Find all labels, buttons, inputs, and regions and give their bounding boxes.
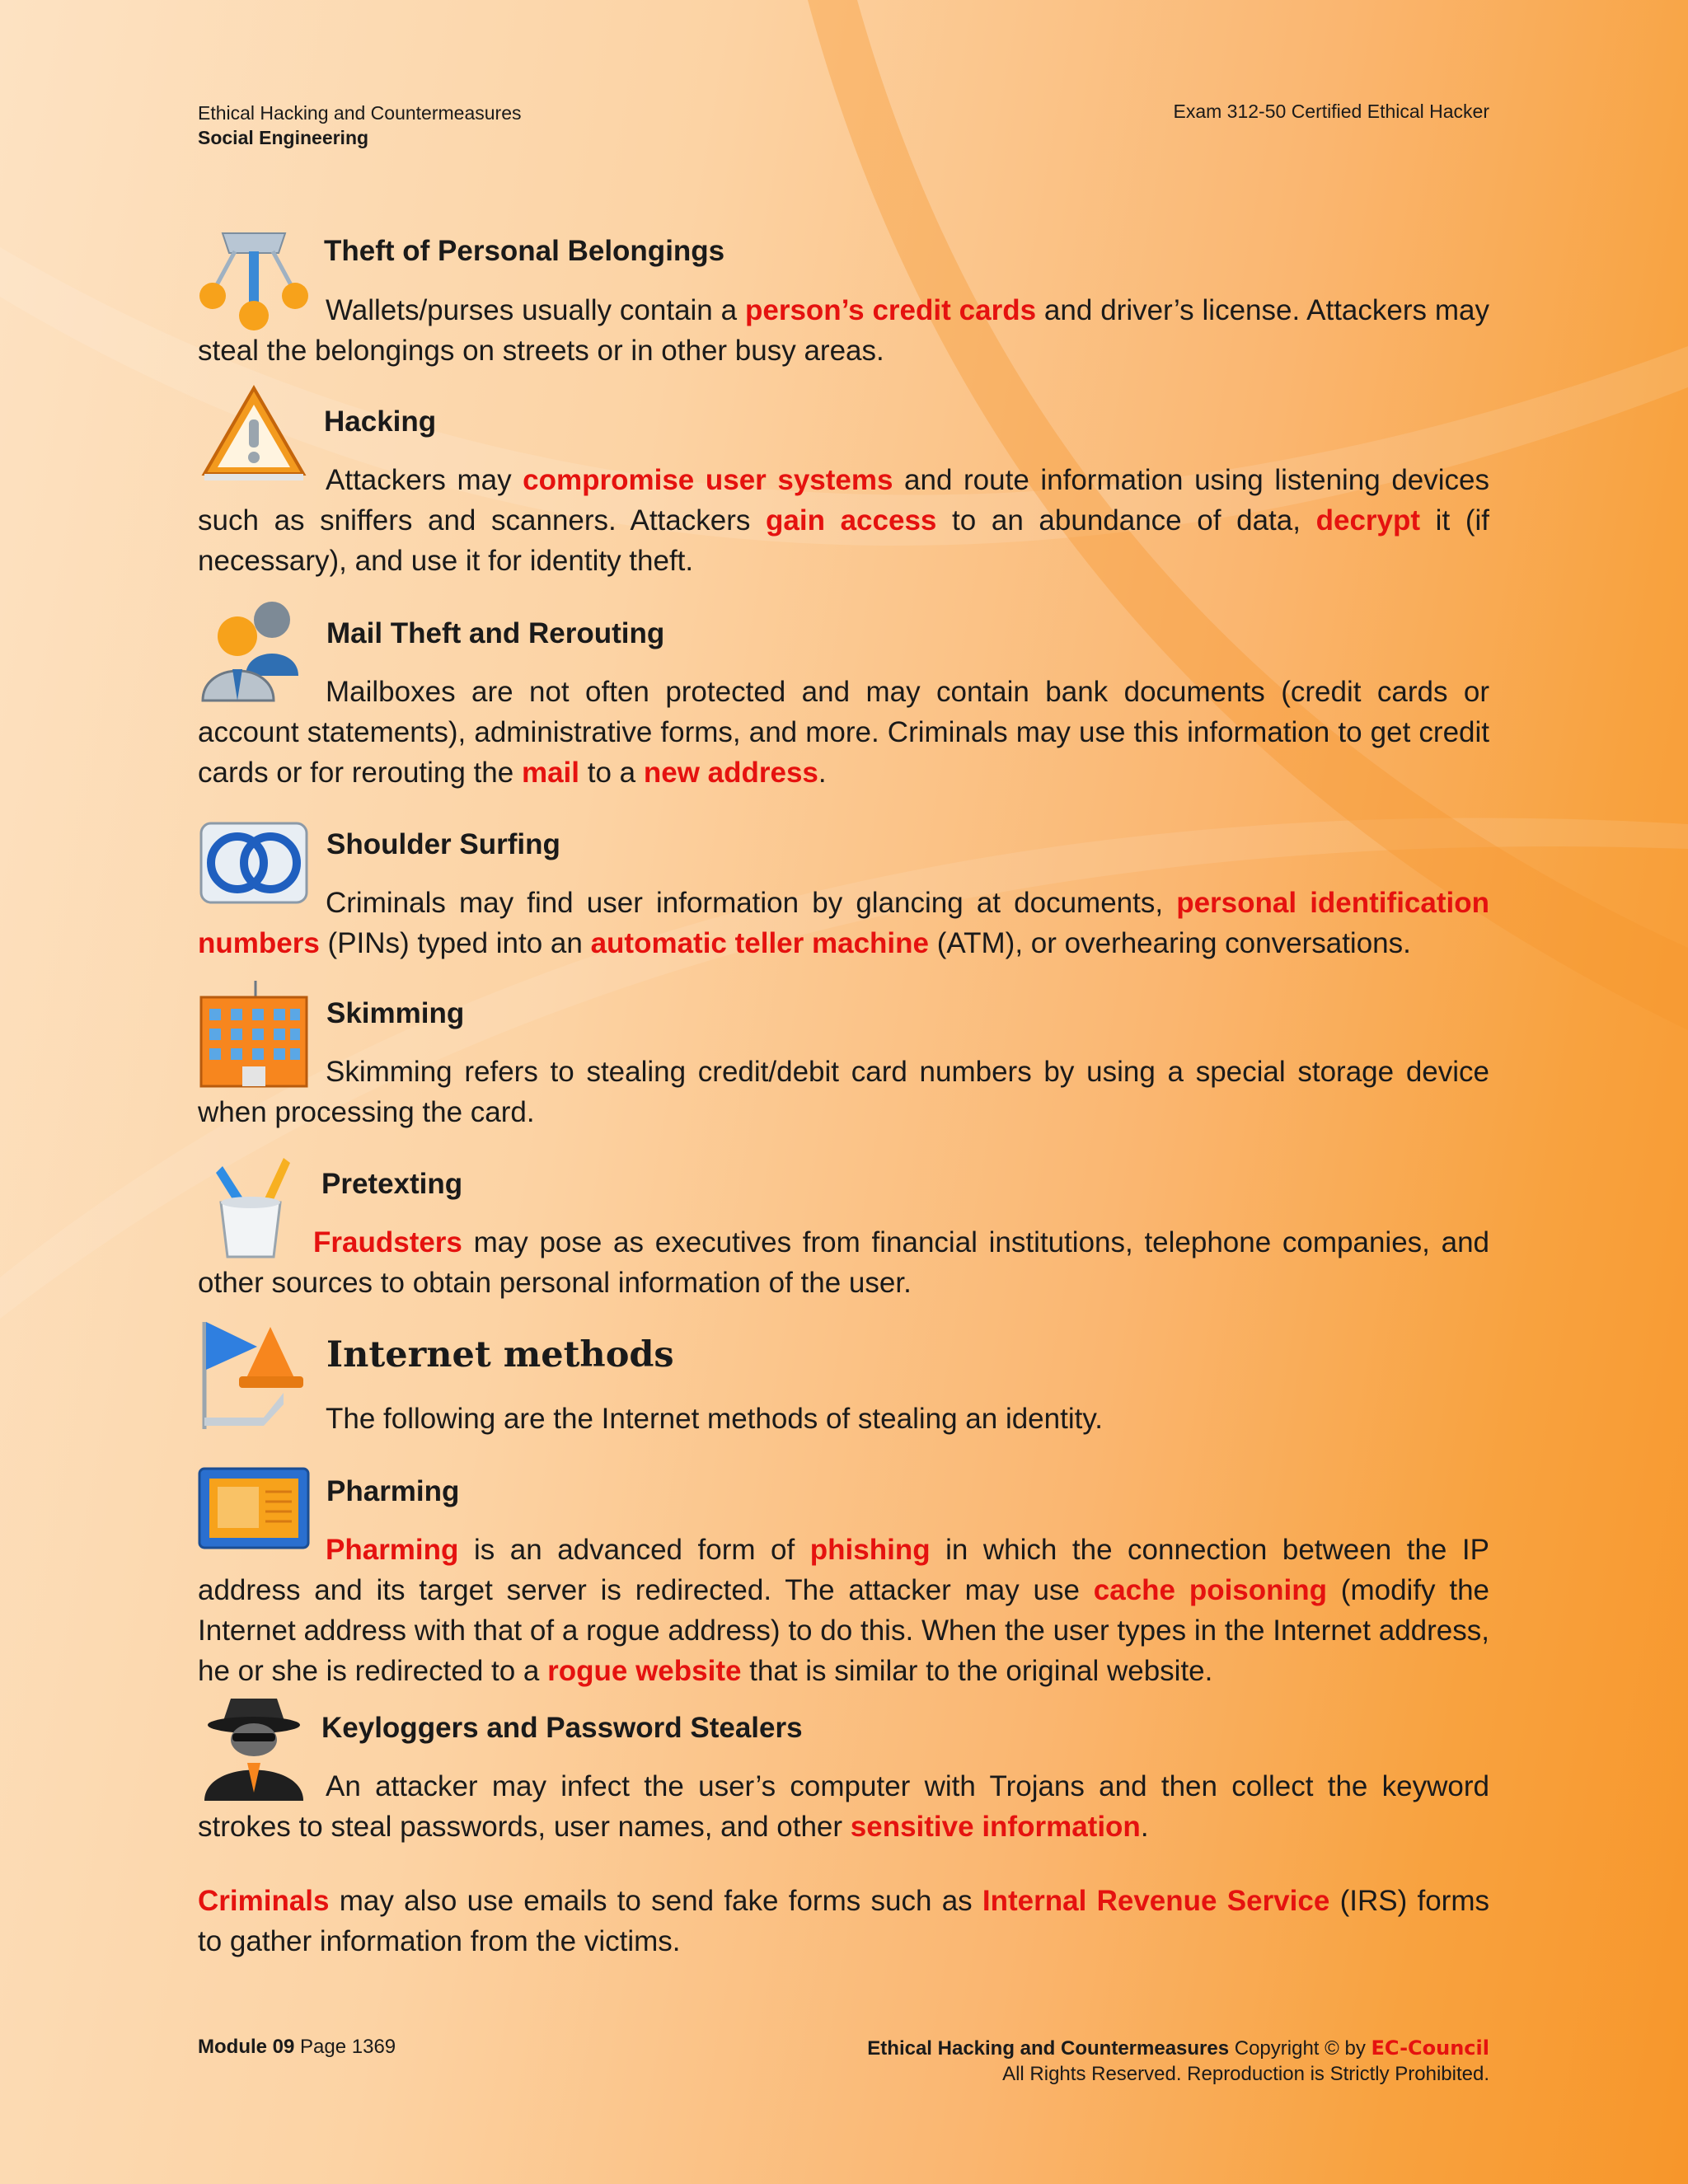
highlight-term: automatic teller machine	[590, 927, 929, 959]
section-criminals	[198, 1881, 1489, 1971]
section-text: Fraudsters may pose as executives from financial institutions, telephone companies, and other sources to obtain personal information of the user.	[198, 1226, 1489, 1299]
highlight-term: Fraudsters	[313, 1226, 462, 1258]
highlight-term: phishing	[809, 1534, 931, 1566]
section-text: Mailboxes are not often protected and may contain bank documents (credit cards or account statements), administrative forms, and more. Criminals may use this information to get credit cards or for rerouting the mail to a new address.	[198, 676, 1489, 789]
section-title: Hacking	[324, 405, 437, 438]
section-keyloggers	[198, 1694, 1489, 1858]
section-skimming	[198, 981, 1489, 1129]
footer-book-title: Ethical Hacking and Countermeasures	[867, 2037, 1230, 2060]
highlight-term: mail	[521, 757, 580, 789]
highlight-term: decrypt	[1315, 504, 1421, 537]
section-title: Skimming	[326, 997, 465, 1029]
section-text: Attackers may compromise user systems and route information using listening devices such as sniffers and scanners. Attackers gain access to an abundance of data, decrypt it (if necessary), and use it for identity theft.	[198, 464, 1489, 577]
highlight-term: sensitive information	[850, 1811, 1141, 1843]
page-number: Page 1369	[300, 2036, 396, 2058]
section-title: Keyloggers and Password Stealers	[321, 1712, 803, 1744]
section-title: Pretexting	[321, 1168, 463, 1200]
page-header-left	[198, 101, 521, 150]
section-pretexting	[198, 1150, 1489, 1315]
section-text: An attacker may infect the user’s computer with Trojans and then collect the keyword strokes to steal passwords, user names, and other sensitive information.	[198, 1770, 1489, 1843]
section-title: Internet methods	[326, 1334, 674, 1376]
section-shoulder-surfing	[198, 820, 1489, 968]
highlight-term: rogue website	[547, 1655, 742, 1687]
section-theft	[198, 227, 1489, 375]
highlight-term: person’s credit cards	[745, 294, 1037, 326]
copyright-text: Copyright © by	[1234, 2037, 1366, 2060]
section-title: Shoulder Surfing	[326, 828, 560, 860]
section-title: Pharming	[326, 1475, 460, 1507]
section-text: Criminals may also use emails to send fake forms such as Internal Revenue Service (IRS) forms to gather information from the victims.	[198, 1885, 1489, 1957]
highlight-term: Pharming	[326, 1534, 459, 1566]
ec-council-logo: EC-Council	[1371, 2036, 1489, 2060]
book-title: Ethical Hacking and Countermeasures	[198, 102, 522, 124]
section-title: Theft of Personal Belongings	[324, 235, 725, 267]
section-hacking	[198, 383, 1489, 581]
section-title: Mail Theft and Rerouting	[326, 617, 665, 649]
section-text: The following are the Internet methods of stealing an identity.	[326, 1403, 1103, 1435]
page-footer-left	[198, 2036, 396, 2059]
section-text: Pharming is an advanced form of phishing in which the connection between the IP address and its target server is redirected. The attacker may use cache poisoning (modify the Internet address with that of a rogue address) to do this. When the user types in the Internet address, he or she is redirected to a rogue website that is similar to the original website.	[198, 1534, 1490, 1687]
module-title: Social Engineering	[198, 127, 369, 148]
section-mail	[198, 595, 1489, 793]
section-text: Criminals may find user information by glancing at documents, personal identification numbers (PINs) typed into an automatic teller machine (ATM), or overhearing conversations.	[198, 887, 1489, 959]
highlight-term: personal identification numbers	[198, 887, 1489, 959]
section-pharming	[198, 1467, 1489, 1698]
highlight-term: gain access	[766, 504, 937, 537]
exam-title: Exam 312-50 Certified Ethical Hacker	[1173, 101, 1489, 122]
section-text: Wallets/purses usually contain a person’s credit cards and driver’s license. Attackers may steal the belongings on streets or in other busy areas.	[198, 294, 1490, 367]
page-footer-right	[742, 2036, 1489, 2087]
highlight-term: compromise user systems	[523, 464, 893, 496]
section-internet-methods	[198, 1319, 1489, 1442]
rights-notice: All Rights Reserved. Reproduction is Strictly Prohibited.	[1002, 2063, 1489, 2085]
highlight-term: Internal Revenue Service	[982, 1885, 1330, 1917]
highlight-term: cache poisoning	[1093, 1574, 1328, 1606]
section-text: Skimming refers to stealing credit/debit card numbers by using a special storage device when processing the card.	[198, 1056, 1489, 1128]
highlight-term: Criminals	[198, 1885, 330, 1917]
module-number: Module 09	[198, 2036, 295, 2058]
highlight-term: new address	[643, 757, 818, 789]
